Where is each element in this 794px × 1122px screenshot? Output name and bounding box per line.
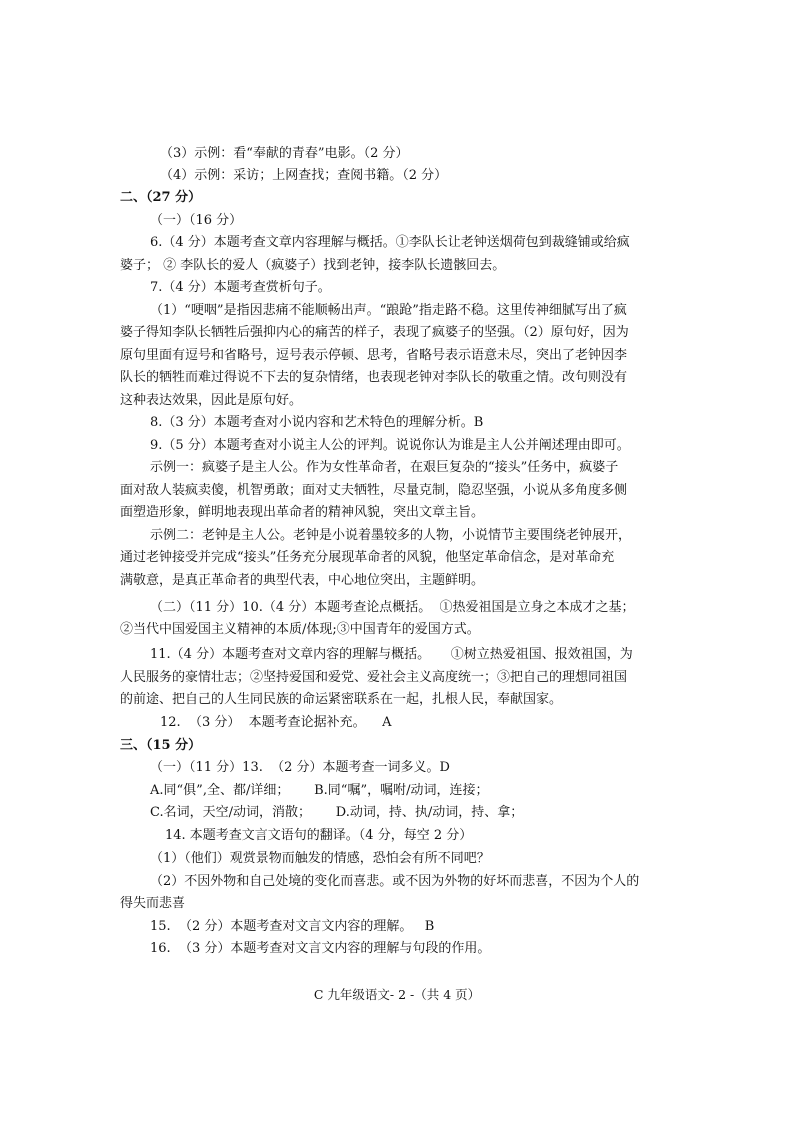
q7-line-5: 这种表达效果，因此是原句好。 xyxy=(120,393,303,408)
section-3-heading: 三、（15 分） xyxy=(120,738,202,753)
q9-example2-line-3: 满敬意，是真正革命者的典型代表，中心地位突出，主题鲜明。 xyxy=(120,573,485,588)
q11-line-2: 人民服务的豪情壮志；②坚持爱国和爱党、爱社会主义高度统一；③把自己的理想同祖国 xyxy=(120,670,628,685)
q13-heading: （一）（11 分）13. （2 分）本题考查一词多义。D xyxy=(150,760,450,775)
q10-line-2: ②当代中国爱国主义精神的本质/体现;③中国青年的爱国方式。 xyxy=(120,622,480,637)
q9-example1-line-1: 示例一：疯婆子是主人公。作为女性革命者，在艰巨复杂的“接头”任务中，疯婆子 xyxy=(150,460,619,475)
q8-line: 8.（3 分）本题考查对小说内容和艺术特色的理解分析。B xyxy=(150,415,484,430)
answer-3-line: （3）示例：看“奉献的青春”电影。（2 分） xyxy=(160,146,409,161)
q7-line-1: （1）“哽咽”是指因悲痛不能顺畅出声。“踉跄”指走路不稳。这里传神细腻写出了疯 xyxy=(150,303,627,318)
q11-line-3: 的前途、把自己的人生同民族的命运紧密联系在一起，扎根人民，奉献国家。 xyxy=(120,692,563,707)
q13-options-ab: A.同“俱”,全、都/详细； B.同“嘱”，嘱咐/动词，连接； xyxy=(150,783,489,798)
q9-heading: 9.（5 分）本题考查对小说主人公的评判。说说你认为谁是主人公并阐述理由即可。 xyxy=(150,438,630,453)
q7-line-3: 原句里面有逗号和省略号，逗号表示停顿、思考，省略号表示语意未尽，突出了老钟因李 xyxy=(120,348,628,363)
q7-line-4: 队长的牺牲而难过得说不下去的复杂情绪，也表现老钟对李队长的敬重之情。改句则没有 xyxy=(120,370,628,385)
page-footer: C 九年级语文- 2 -（共 4 页） xyxy=(313,987,481,1002)
q13-options-cd: C.名词，天空/动词，消散； D.动词，持、执/动词，持、拿； xyxy=(150,805,524,820)
q9-example1-line-2: 面对敌人装疯卖傻，机智勇敢；面对丈夫牺牲，尽量克制，隐忍坚强，小说从多角度多侧 xyxy=(120,483,628,498)
q11-line-1: 11.（4 分）本题考查对文章内容的理解与概括。 ①树立热爱祖国、报效祖国，为 xyxy=(150,647,633,662)
q12-line: 12. （3 分） 本题考查论据补充。 A xyxy=(160,715,392,730)
q9-example2-line-2: 通过老钟接受并完成“接头”任务充分展现革命者的风貌，他坚定革命信念，是对革命充 xyxy=(120,550,615,565)
answer-4-line: （4）示例：采访；上网查找；查阅书籍。（2 分） xyxy=(160,168,448,183)
q14-answer-2-line-1: （2）不因外物和自己处境的变化而喜悲。或不因为外物的好坏而悲喜，不因为个人的 xyxy=(150,874,640,889)
q7-heading: 7.（4 分）本题考查赏析句子。 xyxy=(150,280,331,295)
q16-line: 16. （3 分）本题考查对文言文内容的理解与句段的作用。 xyxy=(150,941,491,956)
q14-answer-1: （1）（他们）观赏景物而触发的情感，恐怕会有所不同吧？ xyxy=(150,851,490,866)
q15-line: 15. （2 分）本题考查对文言文内容的理解。 B xyxy=(150,919,435,934)
subsection-1-heading: （一）（16 分） xyxy=(150,213,243,228)
q7-line-2: 婆子得知李队长牺牲后强抑内心的痛苦的样子，表现了疯婆子的坚强。（2）原句好，因为 xyxy=(120,325,629,340)
q10-line-1: （二）（11 分）10.（4 分）本题考查论点概括。 ①热爱祖国是立身之本成才之基； xyxy=(150,600,635,615)
section-2-heading: 二、（27 分） xyxy=(120,190,202,205)
q14-heading: 14. 本题考查文言文语句的翻译。（4 分，每空 2 分） xyxy=(165,828,473,843)
q14-answer-2-line-2: 得失而悲喜 xyxy=(120,896,186,911)
q6-line-2: 婆子； ② 李队长的爱人（疯婆子）找到老钟，接李队长遗骸回去。 xyxy=(120,258,506,273)
q9-example1-line-3: 面塑造形象，鲜明地表现出革命者的精神风貌，突出文章主旨。 xyxy=(120,505,485,520)
q9-example2-line-1: 示例二：老钟是主人公。老钟是小说着墨较多的人物，小说情节主要围绕老钟展开， xyxy=(150,528,632,543)
q6-line-1: 6.（4 分）本题考查文章内容理解与概括。①李队长让老钟送烟荷包到裁缝铺或给疯 xyxy=(150,235,630,250)
